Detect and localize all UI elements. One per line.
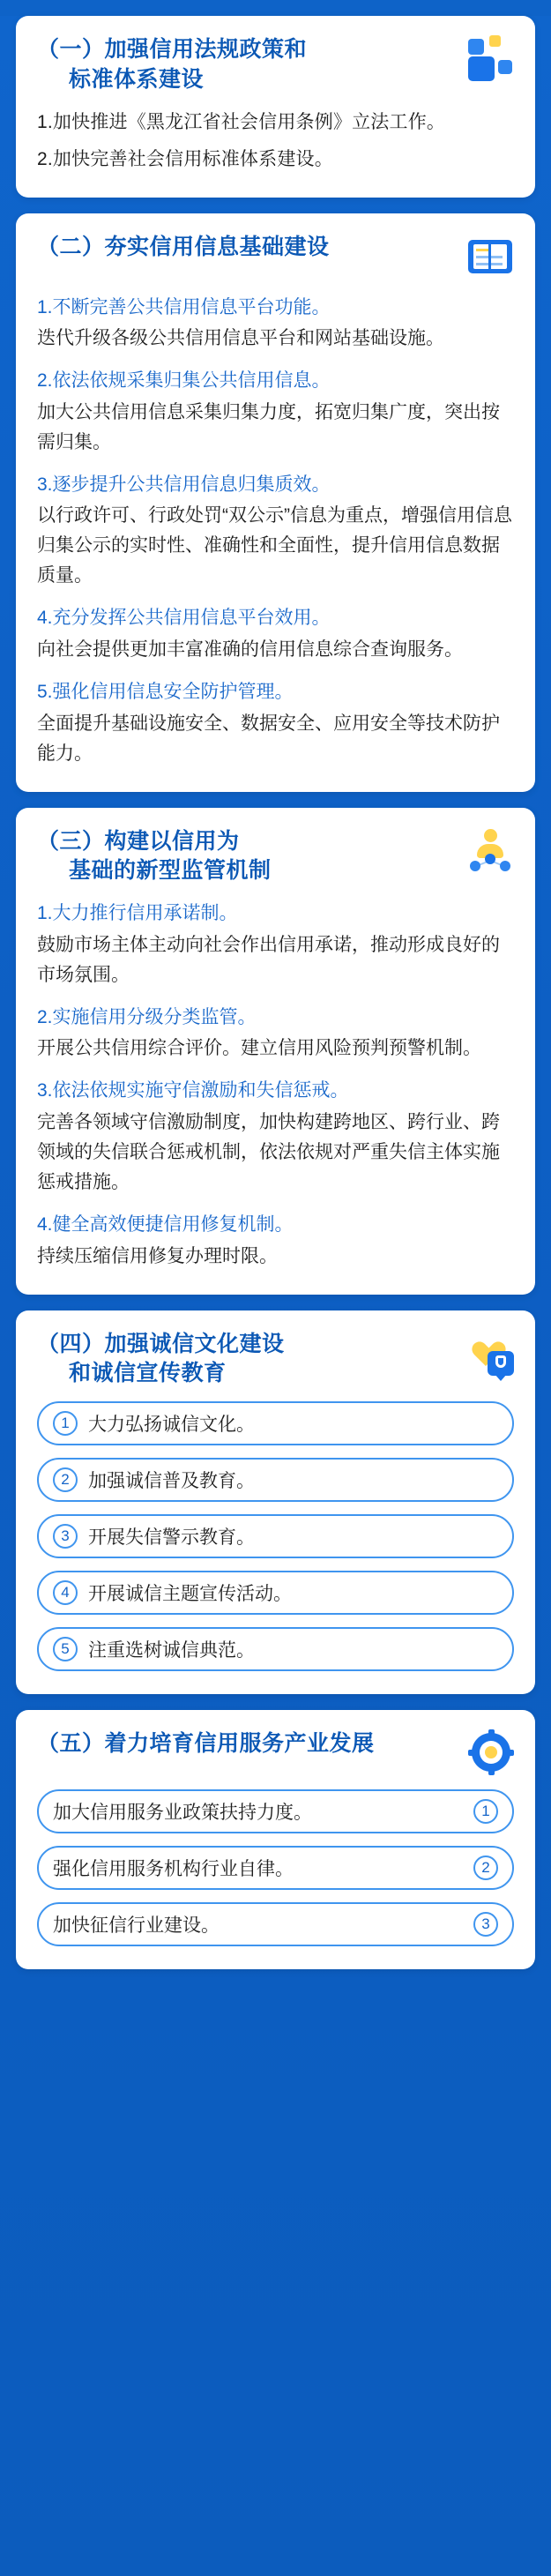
list-item-number: 3 bbox=[53, 1524, 78, 1549]
list-item bbox=[37, 1846, 514, 1890]
item-body: 完善各领域守信激励制度，加快构建跨地区、跨行业、跨领域的失信联合惩戒机制，依法依规对严重失信主体实施惩戒措施。 bbox=[37, 1111, 500, 1192]
paragraph: 2.加快完善社会信用标准体系建设。 bbox=[37, 148, 333, 169]
list-item bbox=[37, 1902, 514, 1946]
card-header bbox=[37, 233, 514, 280]
card-header bbox=[37, 827, 514, 887]
paragraph: 1.加快推进《黑龙江省社会信用条例》立法工作。 bbox=[37, 111, 446, 132]
list-item-number: 5 bbox=[53, 1637, 78, 1661]
section-title-line1: （五）着力培育信用服务产业发展 bbox=[37, 1731, 375, 1757]
card-header bbox=[37, 1330, 514, 1390]
section-card-4 bbox=[16, 1310, 535, 1695]
list-item-label: 加强诚信普及教育。 bbox=[88, 1471, 255, 1492]
list-item bbox=[37, 1627, 514, 1671]
section-title-5 bbox=[37, 1729, 456, 1759]
list-item bbox=[37, 1571, 514, 1615]
list-item-label: 大力弘扬诚信文化。 bbox=[88, 1415, 255, 1436]
item-body: 加大公共信用信息采集归集力度，拓宽归集广度，突出按需归集。 bbox=[37, 401, 500, 452]
list-item-label: 开展失信警示教育。 bbox=[88, 1527, 255, 1549]
card-header bbox=[37, 35, 514, 95]
section-title-line2: 和诚信宣传教育 bbox=[69, 1361, 227, 1386]
list-item bbox=[37, 1401, 514, 1445]
item-heading: 1.不断完善公共信用信息平台功能。 bbox=[37, 296, 331, 317]
item-heading: 4.充分发挥公共信用信息平台效用。 bbox=[37, 608, 331, 629]
section-card-3 bbox=[16, 808, 535, 1295]
section-card-1 bbox=[16, 16, 535, 198]
item-heading: 3.逐步提升公共信用信息归集质效。 bbox=[37, 474, 331, 495]
item-body: 迭代升级各级公共信用信息平台和网站基础设施。 bbox=[37, 328, 444, 349]
section-title-4 bbox=[37, 1330, 456, 1390]
page-bottom-spacer bbox=[0, 1969, 551, 1990]
item-heading: 4.健全高效便捷信用修复机制。 bbox=[37, 1214, 294, 1236]
item-heading: 1.大力推行信用承诺制。 bbox=[37, 903, 238, 924]
list-item-number: 1 bbox=[53, 1411, 78, 1436]
section-title-line1: （四）加强诚信文化建设 bbox=[37, 1331, 285, 1356]
heart-thumb-icon bbox=[466, 1330, 514, 1378]
item-body: 鼓励市场主体主动向社会作出信用承诺，推动形成良好的市场氛围。 bbox=[37, 934, 500, 985]
list-item-label: 注重选树诚信典范。 bbox=[88, 1640, 255, 1661]
section-title-line1: （三）构建以信用为 bbox=[37, 828, 240, 854]
list-item-label: 加大信用服务业政策扶持力度。 bbox=[53, 1803, 312, 1824]
list-item-number: 2 bbox=[473, 1855, 498, 1880]
list-item bbox=[37, 1789, 514, 1833]
blue-squares-icon bbox=[466, 35, 514, 83]
item-body: 持续压缩信用修复办理时限。 bbox=[37, 1245, 278, 1266]
section-title-2 bbox=[37, 233, 456, 263]
item-body: 向社会提供更加丰富准确的信用信息综合查询服务。 bbox=[37, 639, 463, 660]
list-item-number: 1 bbox=[473, 1799, 498, 1824]
list-item-number: 4 bbox=[53, 1580, 78, 1605]
section-title-line1: （一）加强信用法规政策和 bbox=[37, 37, 308, 62]
item-heading: 2.依法依规采集归集公共信用信息。 bbox=[37, 370, 331, 392]
list-item-label: 强化信用服务机构行业自律。 bbox=[53, 1859, 294, 1880]
section-title-1 bbox=[37, 35, 456, 95]
gear-icon bbox=[466, 1729, 514, 1777]
item-heading: 2.实施信用分级分类监管。 bbox=[37, 1006, 257, 1027]
poster-page bbox=[0, 16, 551, 2576]
list-item bbox=[37, 1514, 514, 1558]
list-item-number: 2 bbox=[53, 1467, 78, 1492]
item-body: 全面提升基础设施安全、数据安全、应用安全等技术防护能力。 bbox=[37, 713, 500, 764]
card-header bbox=[37, 1729, 514, 1777]
section-title-line1: （二）夯实信用信息基础建设 bbox=[37, 234, 330, 259]
people-network-icon bbox=[466, 827, 514, 875]
book-icon bbox=[466, 233, 514, 280]
section-card-5 bbox=[16, 1710, 535, 1969]
item-body: 以行政许可、行政处罚“双公示”信息为重点，增强信用信息归集公示的实时性、准确性和全面性，提升信用信息数据质量。 bbox=[37, 505, 512, 586]
item-heading: 3.依法依规实施守信激励和失信惩戒。 bbox=[37, 1080, 349, 1101]
section-title-3 bbox=[37, 827, 456, 887]
section-card-2 bbox=[16, 213, 535, 792]
item-heading: 5.强化信用信息安全防护管理。 bbox=[37, 682, 294, 703]
section-title-line2: 标准体系建设 bbox=[69, 66, 205, 92]
section-title-line2: 基础的新型监管机制 bbox=[69, 858, 272, 884]
list-item-label: 加快征信行业建设。 bbox=[53, 1915, 220, 1937]
list-item-label: 开展诚信主题宣传活动。 bbox=[88, 1584, 292, 1605]
list-item bbox=[37, 1458, 514, 1502]
list-item-number: 3 bbox=[473, 1912, 498, 1937]
item-body: 开展公共信用综合评价。建立信用风险预判预警机制。 bbox=[37, 1038, 481, 1059]
